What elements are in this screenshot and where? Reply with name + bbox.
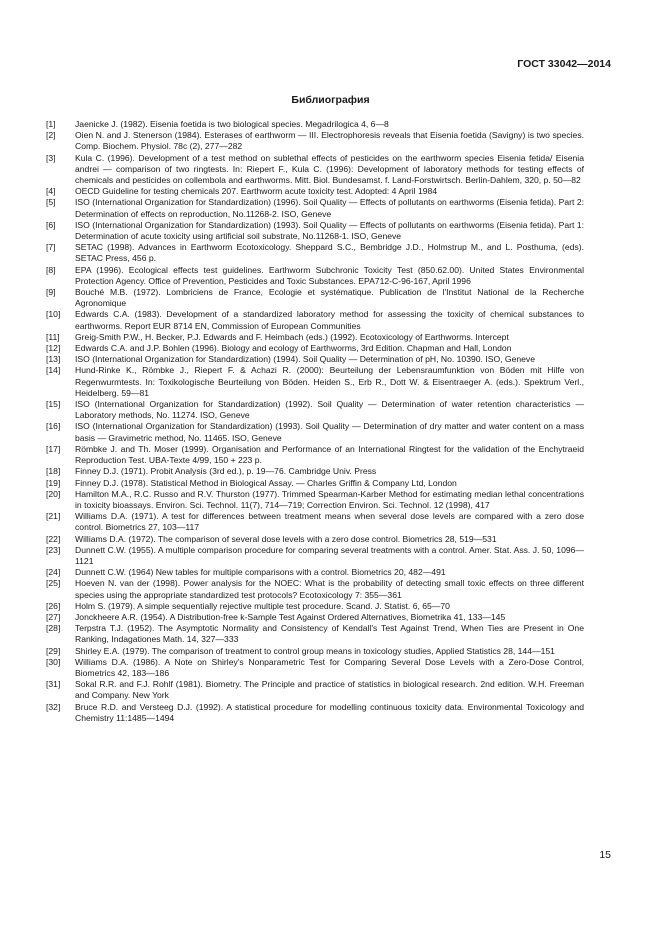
reference-item [46, 466, 584, 477]
reference-number: [24] [46, 567, 61, 578]
reference-text: Holm S. (1979). A simple sequentially rejective multiple test procedure. Scand. J. Statist. 6, 65—70 [75, 600, 450, 611]
reference-number: [2] [46, 130, 56, 141]
reference-text: Finney D.J. (1978). Statistical Method in Biological Assay. — Charles Griffin & Company Ltd, London [75, 477, 457, 488]
reference-text: Hoeven N. van der (1998). Power analysis for the NOEC: What is the probability of detecting small toxic effects on three different species using the appropriate standardized test protocols? Ecotoxicology 7: 355—361 [75, 578, 584, 600]
reference-text: Jonckheere A.R. (1954). A Distribution-free k-Sample Test Against Ordered Alternatives, Biometrika 41, 133—145 [75, 611, 506, 622]
reference-text: OECD Guideline for testing chemicals 207. Earthworm acute toxicity test. Adopted: 4 April 1984 [75, 186, 438, 197]
reference-text: ISO (International Organization for Standardization) (1993). Soil Quality — Determination of dry matter and water content on a mass basis — Gravimetric method, No. 11465. ISO, Geneve [75, 421, 584, 443]
reference-item [46, 153, 584, 187]
reference-number: [17] [46, 443, 61, 454]
reference-number: [7] [46, 242, 56, 253]
reference-number: [32] [46, 701, 61, 712]
reference-number: [9] [46, 287, 56, 298]
reference-number: [11] [46, 331, 60, 342]
reference-number: [26] [46, 600, 61, 611]
reference-item [46, 130, 584, 152]
reference-item [46, 534, 584, 545]
reference-text: Shirley E.A. (1979). The comparison of treatment to control group means in toxicology studies, Applied Statistics 28, 144—151 [75, 645, 555, 656]
document-id: ГОСТ 33042—2014 [517, 58, 611, 70]
reference-number: [4] [46, 186, 56, 197]
reference-number: [28] [46, 623, 61, 634]
reference-item [46, 365, 584, 399]
reference-item [46, 601, 584, 612]
reference-text: Bruce R.D. and Versteeg D.J. (1992). A statistical procedure for modelling continuous toxicity data. Environmental Toxicology and Chemistry 11:1485—1494 [75, 701, 584, 723]
reference-item [46, 702, 584, 724]
reference-number: [16] [46, 421, 61, 432]
reference-number: [19] [46, 477, 61, 488]
reference-text: Finney D.J. (1971). Probit Analysis (3rd ed.), p. 19—76. Cambridge Univ. Press [75, 466, 377, 477]
reference-item [46, 545, 584, 567]
reference-item [46, 679, 584, 701]
reference-number: [12] [46, 343, 61, 354]
reference-number: [29] [46, 645, 61, 656]
reference-item [46, 478, 584, 489]
reference-text: Sokal R.R. and F.J. Rohlf (1981). Biometry. The Principle and practice of statistics in biological research. 2nd edition. W.H. Freeman and Company. New York [75, 679, 584, 701]
reference-number: [31] [46, 679, 61, 690]
reference-item [46, 646, 584, 657]
reference-list [46, 119, 584, 724]
reference-number: [20] [46, 488, 61, 499]
reference-text: Dunnett C.W. (1955). A multiple comparison procedure for comparing several treatments with a control. Amer. Stat. Ass. J. 50, 1096—1121 [75, 544, 584, 566]
reference-number: [1] [46, 119, 56, 129]
reference-item [46, 444, 584, 466]
reference-number: [23] [46, 544, 61, 555]
reference-item [46, 287, 584, 309]
reference-text: Oien N. and J. Stenerson (1984). Esterases of earthworm — III. Electrophoresis reveals that Eisenia foetida (Savigny) is two species. Comp. Biochem. Physiol. 78c (2), 277—282 [75, 130, 584, 152]
reference-text: Bouché M.B. (1972). Lombriciens de France, Ecologie et systématique. Publication de l'Institut National de la Recherche Agronomique [75, 287, 584, 309]
reference-text: ISO (International Organization for Standardization) (1992). Soil Quality — Determination of water retention characteristics — Laboratory methods, No. 11274. ISO, Geneve [75, 399, 584, 421]
reference-text: ISO (International Organization for Standardization) (1994). Soil Quality — Determination of pH, No. 10390. ISO, Geneve [75, 354, 536, 365]
reference-item [46, 309, 584, 331]
reference-item [46, 511, 584, 533]
reference-item [46, 186, 584, 197]
reference-number: [5] [46, 197, 56, 208]
reference-number: [30] [46, 656, 61, 667]
reference-text: Kula C. (1996). Development of a test method on sublethal effects of pesticides on the earthworm species Eisenia fetida/ Eisenia andrei — comparison of two ringtests. In: Riepert F., Kula C. (1996): Development of laboratory methods for testing effects of chemicals and pesticides on collembola and earthworms. Mitt. Biol. Bundesamst. f. Land-Forstwirtsch. Berlin-Dahlem, 320, p. 50—82 [75, 152, 584, 186]
reference-text: Greig-Smith P.W., H. Becker, P.J. Edwards and F. Heimbach (eds.) (1992). Ecotoxicology of Earthworms. Intercept [75, 331, 509, 342]
reference-number: [6] [46, 219, 56, 230]
reference-text: Jaenicke J. (1982). Eisenia foetida is two biological species. Megadrilogica 4, 6—8 [75, 119, 389, 129]
reference-number: [13] [46, 354, 61, 365]
reference-text: Williams D.A. (1971). A test for differences between treatment means when several dose levels are compared with a zero dose control. Biometrics 27, 103—117 [75, 511, 584, 533]
reference-number: [25] [46, 578, 61, 589]
reference-item [46, 343, 584, 354]
reference-number: [3] [46, 152, 56, 163]
reference-number: [18] [46, 466, 61, 477]
reference-text: Dunnett C.W. (1964) New tables for multiple comparisons with a control. Biometrics 20, 482—491 [75, 567, 446, 578]
reference-item [46, 332, 584, 343]
reference-text: Hund-Rinke K., Römbke J., Riepert F. & Achazi R. (2000): Beurteilung der Lebensraumfunktion von Böden mit Hilfe von Regenwurmtests. In: Toxikologische Beurteilung von Böden. Heiden S., Erb R., Dott W. & Eisentraeger A. (eds.). Spektrum Verl., Heidelberg. 59—81 [75, 365, 584, 398]
reference-item [46, 657, 584, 679]
reference-item [46, 119, 584, 130]
reference-number: [14] [46, 365, 61, 376]
page-number: 15 [599, 849, 611, 861]
reference-number: [8] [46, 264, 56, 275]
reference-item [46, 399, 584, 421]
page-title: Библиография [291, 94, 370, 106]
reference-item [46, 567, 584, 578]
reference-text: ISO (International Organization for Standardization) (1993). Soil Quality — Effects of pollutants on earthworms (Eisenia fetida). Part 1: Determination of acute toxicity using artificial soil substrate, No.11268-1. ISO, Geneve [75, 219, 584, 242]
reference-text: Terpstra T.J. (1952). The Asymptotic Normality and Consistency of Kendall's Test Against Trend, When Ties are Present in One Ranking, Indagationes Math. 14, 327—333 [75, 623, 584, 645]
reference-number: [15] [46, 399, 61, 410]
reference-item [46, 265, 584, 287]
reference-item [46, 623, 584, 645]
reference-item [46, 489, 584, 511]
reference-item [46, 354, 584, 365]
reference-text: ISO (International Organization for Standardization) (1996). Soil Quality — Effects of pollutants on earthworms (Eisenia fetida). Part 2: Determination of effects on reproduction, No.11268-2. ISO, Geneve [75, 197, 584, 219]
reference-item [46, 578, 584, 600]
reference-text: Edwards C.A. (1983). Development of a standardized laboratory method for assessing the toxicity of chemical substances to earthworms. Report EUR 8714 EN, Commission of European Communities [75, 309, 584, 331]
reference-text: EPA (1996). Ecological effects test guidelines. Earthworm Subchronic Toxicity Test (850.62.00). United States Environmental Protection Agency. Office of Prevention, Pesticides and Toxic Substances. EPA712-C-96-167, April 1996 [75, 264, 584, 286]
reference-text: Hamilton M.A., R.C. Russo and R.V. Thurston (1977). Trimmed Spearman-Karber Method for estimating median lethal concentrations in toxicity bioassays. Environ. Sci. Technol. 11(7), 714—719; Correction Environ. Sci. Technol. 12 (1998), 417 [75, 488, 584, 510]
reference-item [46, 421, 584, 443]
reference-text: Edwards C.A. and J.P. Bohlen (1996). Biology and ecology of Earthworms, 3rd Edition. Chapman and Hall, London [75, 343, 512, 354]
reference-text: SETAC (1998). Advances in Earthworm Ecotoxicology. Sheppard S.C., Bembridge J.D., Holmstrup M., and L. Posthuma, (eds). SETAC Press, 456 p. [75, 242, 584, 264]
reference-text: Römbke J. and Th. Moser (1999). Organisation and Performance of an International Ringtest for the validation of the Enchytraeid Reproduction Test. UBA-Texte 4/99, 150 + 223 p. [75, 443, 584, 466]
reference-text: Williams D.A. (1986). A Note on Shirley's Nonparametric Test for Comparing Several Dose Levels with a Zero-Dose Control, Biometrics 42, 183—186 [75, 656, 584, 678]
reference-item [46, 197, 584, 219]
reference-number: [21] [46, 511, 61, 522]
reference-text: Williams D.A. (1972). The comparison of several dose levels with a zero dose control. Biometrics 28, 519—531 [75, 533, 497, 544]
reference-item [46, 612, 584, 623]
reference-number: [27] [46, 611, 61, 622]
reference-item [46, 242, 584, 264]
reference-number: [10] [46, 309, 61, 320]
reference-number: [22] [46, 533, 61, 544]
reference-item [46, 220, 584, 242]
